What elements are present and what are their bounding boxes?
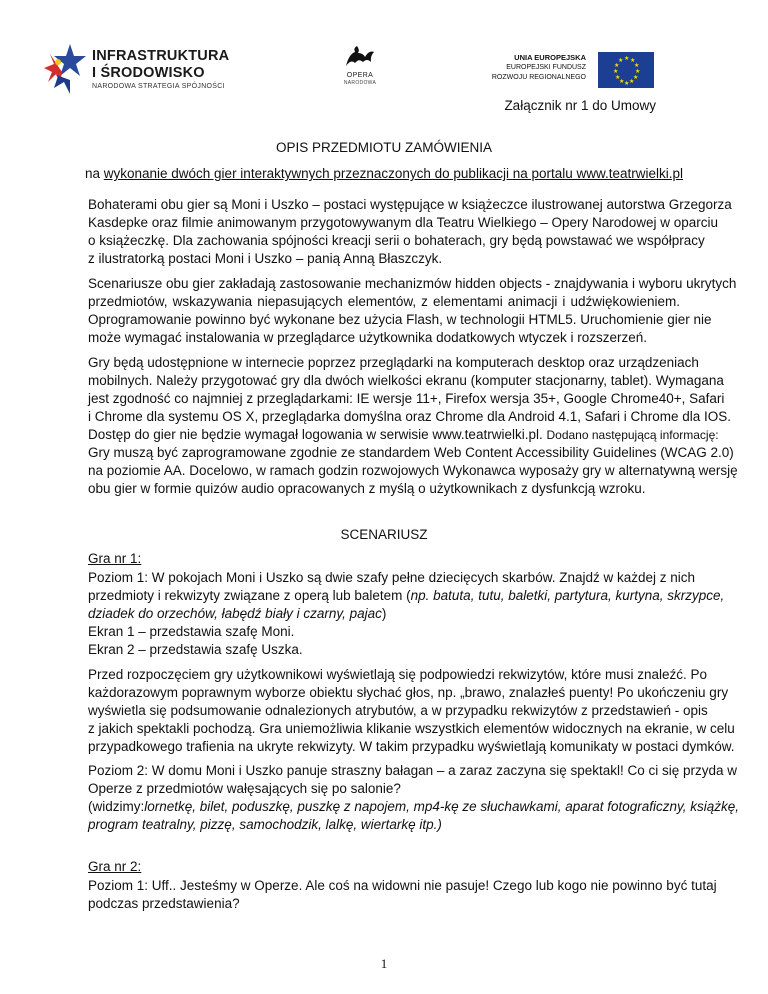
- text-line: [88, 587, 725, 605]
- svg-text:★: ★: [624, 55, 630, 62]
- text-line: na poziomie AA. Docelowo, w ramach godzin rozwojowych Wykonawca wyposaży gry w alternatywną wersję: [88, 463, 738, 478]
- opera-emblem-icon: [343, 44, 377, 70]
- text-run: przedmioty i rekwizyty związane z operą lub baletem (: [88, 588, 411, 603]
- paragraph-scenarios: [88, 275, 737, 347]
- text-run: (widzimy:: [88, 799, 145, 814]
- nss-star-icon: [40, 40, 88, 96]
- document-subtitle: [0, 166, 768, 181]
- svg-text:★: ★: [615, 74, 621, 81]
- text-line: Przed rozpoczęciem gry użytkownikowi wyświetlają się podpowiedzi rekwizytów, które musi znaleźć. Po: [88, 667, 707, 682]
- svg-text:★: ★: [629, 78, 635, 85]
- text-line: obu gier w formie quizów audio opracowanych z myślą o użytkownikach z dysfunkcją wzroku.: [88, 481, 646, 496]
- text-line: każdorazowym poprawnym wyborze obiektu słychać głos, np. „brawo, znalazłeś puenty! Po ukończeniu gry: [88, 685, 729, 700]
- scenario-title: SCENARIUSZ: [340, 527, 428, 542]
- eu-flag-icon: [598, 52, 654, 88]
- eu-logo: [486, 52, 656, 88]
- text-line: Poziom 1: Uff.. Jesteśmy w Operze. Ale coś na widowni nie pasuje! Czego lub kogo nie powinno być tutaj: [88, 878, 717, 893]
- text-line: Poziom 1: W pokojach Moni i Uszko są dwie szafy pełne dziecięcych skarbów. Znajdź w każdej z nich: [88, 570, 696, 585]
- text-line: Poziom 2: W domu Moni i Uszko panuje straszny bałagan – a zaraz zaczyna się spektakl! Co ci się przyda w: [88, 763, 738, 778]
- logo-left-line2: I ŚRODOWISKO: [92, 65, 205, 81]
- text-line: [88, 798, 740, 816]
- text-line: Oprogramowanie powinno być wykonane bez użycia Flash, w technologii HTML5. Uruchomienie gier nie: [88, 312, 712, 327]
- game1-level2: [88, 762, 740, 834]
- svg-text:★: ★: [635, 68, 641, 75]
- infrastruktura-logo: [40, 40, 240, 100]
- italic-run: np. batuta, tutu, baletki, partytura, kurtyna, skrzypce,: [410, 588, 725, 603]
- game1-description: [88, 666, 735, 756]
- svg-text:★: ★: [633, 74, 639, 81]
- logo-left-line3: NARODOWA STRATEGIA SPÓJNOŚCI: [92, 83, 225, 90]
- text-line: z ilustratorką postaci Moni i Uszko – panią Anną Błaszczyk.: [88, 251, 443, 266]
- logo-center-line2: NARODOWA: [343, 80, 377, 86]
- text-line: przedmiotów, wskazywania niepasujących elementów, z elementami animacji i udźwiękowieniem.: [88, 294, 680, 309]
- game1-level1: [88, 569, 725, 659]
- opera-logo: [335, 44, 385, 92]
- text-line: podczas przedstawienia?: [88, 896, 240, 911]
- italic-run: program teatralny, pizzę, samochodzik, lalkę, wiertarkę itp.): [88, 817, 442, 832]
- svg-text:★: ★: [619, 78, 625, 85]
- access-note: Dostęp do gier nie będzie wymagał logowania w serwisie www.teatrwielki.pl.: [88, 427, 543, 442]
- text-line: [88, 605, 680, 623]
- logo-left-line1: INFRASTRUKTURA: [92, 48, 230, 64]
- text-line: mobilnych. Należy przygotować gry dla dwóch wielkości ekranu (komputer stacjonarny, tablet). Wymagana: [88, 373, 724, 388]
- text-line: Ekran 2 – przedstawia szafę Uszka.: [88, 642, 303, 657]
- text-line: Scenariusze obu gier zakładają zastosowanie mechanizmów hidden objects - znajdywania i wyboru ukrytych: [88, 276, 737, 291]
- text-line: jest zgodność co najmniej z przeglądarkami: IE wersje 11+, Firefox wersja 35+, Google Chrome40+, Safari: [88, 391, 725, 406]
- game1-heading: Gra nr 1:: [88, 551, 142, 566]
- text-line: Kasdepke oraz filmie animowanym przygotowywanym dla Teatru Wielkiego – Opery Narodowej w oparciu: [88, 215, 719, 230]
- logo-right-line1: UNIA EUROPEJSKA: [514, 53, 586, 62]
- logo-right-line2: EUROPEJSKI FUNDUSZ: [506, 64, 586, 71]
- italic-run: dziadek do orzechów, łabędź biały i czarny, pajac: [88, 606, 382, 621]
- game2-heading: Gra nr 2:: [88, 859, 142, 874]
- text-line: Ekran 1 – przedstawia szafę Moni.: [88, 624, 295, 639]
- svg-text:★: ★: [613, 68, 619, 75]
- italic-run: lornetkę, bilet, poduszkę, puszkę z napojem, mp4-kę ze słuchawkami, aparat fotograficzny, książkę,: [144, 799, 740, 814]
- text-line: Bohaterami obu gier są Moni i Uszko – postaci występujące w książeczce ilustrowanej autorstwa Grzegorza: [88, 197, 732, 212]
- game2-level1: [88, 877, 717, 913]
- text-run: ): [381, 606, 387, 621]
- text-line: wyświetla się podsumowanie odnalezionych atrybutów, a w przypadku rekwizytów z przedstawień - opis: [88, 703, 708, 718]
- document-title: OPIS PRZEDMIOTU ZAMÓWIENIA: [275, 140, 492, 155]
- logo-right-line3: ROZWOJU REGIONALNEGO: [491, 74, 586, 81]
- text-line: Operze z przedmiotów wałęsających się po salonie?: [88, 781, 401, 796]
- page-number: 1: [380, 956, 388, 971]
- text-line: o książeczkę. Dla zachowania spójności kreacji serii o bohaterach, gry będą powstawać we współpracy: [88, 233, 705, 248]
- svg-text:★: ★: [634, 62, 640, 69]
- svg-text:★: ★: [630, 57, 636, 64]
- text-line: i Chrome dla systemu OS X, przeglądarka domyślna oraz Chrome dla Android 4.1, Safari i Chrome dla IOS.: [88, 409, 732, 424]
- text-line: może wymagać instalowania w przeglądarce użytkownika dodatkowych wtyczek i rozszerzeń.: [88, 330, 647, 345]
- subtitle-underlined: wykonanie dwóch gier interaktywnych przeznaczonych do publikacji na portalu www.teatrwielki.pl: [103, 166, 684, 181]
- svg-text:★: ★: [614, 62, 620, 69]
- paragraph-heroes: [88, 196, 732, 268]
- paragraph-availability: [88, 354, 738, 498]
- svg-text:★: ★: [624, 80, 630, 87]
- text-line: przypadkowego trafienia na ukryte rekwizyty. W takim przypadku wyświetlają komunikaty w postaci dymków.: [88, 739, 735, 754]
- text-line: [88, 816, 680, 834]
- svg-text:★: ★: [618, 57, 624, 64]
- logo-center-line1: OPERA: [346, 72, 374, 79]
- text-line: Gry muszą być zaprogramowane zgodnie ze standardem Web Content Accessibility Guidelines (WCAG 2.0): [88, 445, 734, 460]
- text-line: z jakich spektakli pochodzą. Gra uniemożliwia klikanie wszystkich elementów widocznych na ekranie, w celu: [88, 721, 735, 736]
- text-line: [88, 426, 719, 444]
- added-info-note: Dodano następującą informację:: [546, 428, 719, 442]
- text-line: Gry będą udostępnione w internecie poprzez przeglądarki na komputerach desktop oraz urządzeniach: [88, 355, 699, 370]
- annex-label: Załącznik nr 1 do Umowy: [504, 98, 656, 113]
- subtitle-prefix: na: [84, 166, 104, 181]
